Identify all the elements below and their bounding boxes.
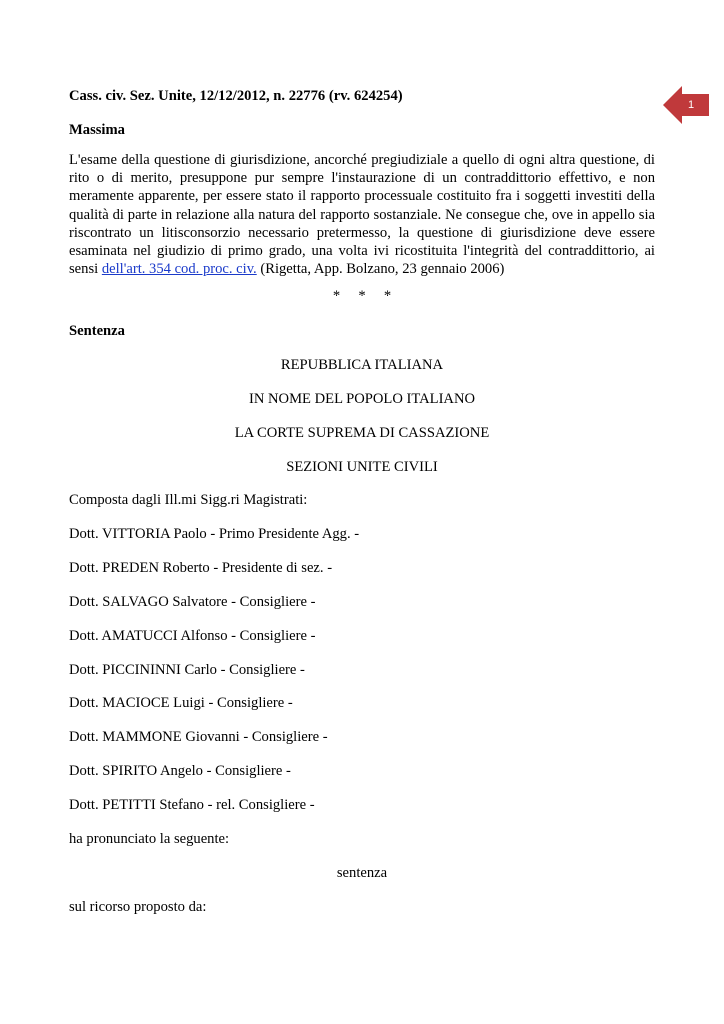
massima-last-line	[69, 260, 655, 278]
page-number: 1	[687, 99, 695, 111]
massima-line: meramente apparente, per essere stato il rapporto processuale costituito fra i soggetti investiti della	[69, 188, 655, 205]
art-354-link[interactable]: dell'art. 354 cod. proc. civ.	[101, 261, 257, 278]
massima-line: esaminata nel giudizio di primo grado, una volta ivi ricostituita l'integrità del contraddittorio, ai	[69, 242, 655, 259]
people-heading: IN NOME DEL POPOLO ITALIANO	[248, 391, 476, 407]
judge-item: Dott. PREDEN Roberto - Presidente di sez. -	[69, 560, 333, 576]
republic-heading: REPUBBLICA ITALIANA	[280, 357, 444, 373]
judge-item: Dott. AMATUCCI Alfonso - Consigliere -	[69, 628, 316, 644]
section-separator: * * *	[332, 288, 392, 304]
sections-heading: SEZIONI UNITE CIVILI	[286, 459, 438, 475]
massima-line: qualità di parte in relazione alla natura del rapporto sostanziale. Ne consegue che, ove in appello sia	[69, 206, 655, 223]
massima-paragraph	[69, 151, 655, 278]
massima-last-prefix: sensi	[69, 261, 102, 278]
massima-line: rito o di merito, presuppone pur sempre l'instaurazione di un contraddittorio effettivo, e non	[69, 170, 655, 187]
judge-item: Dott. SALVAGO Salvatore - Consigliere -	[69, 594, 316, 610]
judge-item: Dott. MACIOCE Luigi - Consigliere -	[69, 695, 293, 711]
judge-item: Dott. MAMMONE Giovanni - Consigliere -	[69, 729, 328, 745]
judge-item: Dott. PETITTI Stefano - rel. Consigliere -	[69, 797, 315, 813]
court-heading: LA CORTE SUPREMA DI CASSAZIONE	[234, 425, 490, 441]
judge-item: Dott. VITTORIA Paolo - Primo Presidente Agg. -	[69, 526, 360, 542]
judge-item: Dott. SPIRITO Angelo - Consigliere -	[69, 763, 291, 779]
page-number-badge	[663, 86, 709, 124]
appeal-line: sul ricorso proposto da:	[69, 899, 207, 915]
massima-last-suffix: (Rigetta, App. Bolzano, 23 gennaio 2006)	[256, 261, 505, 278]
massima-line: L'esame della questione di giurisdizione, ancorché pregiudiziale a quello di ogni altra questione, di	[69, 152, 655, 168]
citation-heading: Cass. civ. Sez. Unite, 12/12/2012, n. 22776 (rv. 624254)	[69, 88, 403, 104]
composition-intro: Composta dagli Ill.mi Sigg.ri Magistrati:	[69, 492, 308, 508]
pronounced-line: ha pronunciato la seguente:	[69, 831, 230, 847]
sentenza-heading: Sentenza	[69, 323, 125, 339]
sentenza-word: sentenza	[336, 865, 388, 881]
massima-heading: Massima	[69, 122, 125, 138]
massima-line: riscontrato un litisconsorzio necessario pretermesso, la questione di giurisdizione deve essere	[69, 224, 655, 241]
judge-item: Dott. PICCININNI Carlo - Consigliere -	[69, 662, 305, 678]
